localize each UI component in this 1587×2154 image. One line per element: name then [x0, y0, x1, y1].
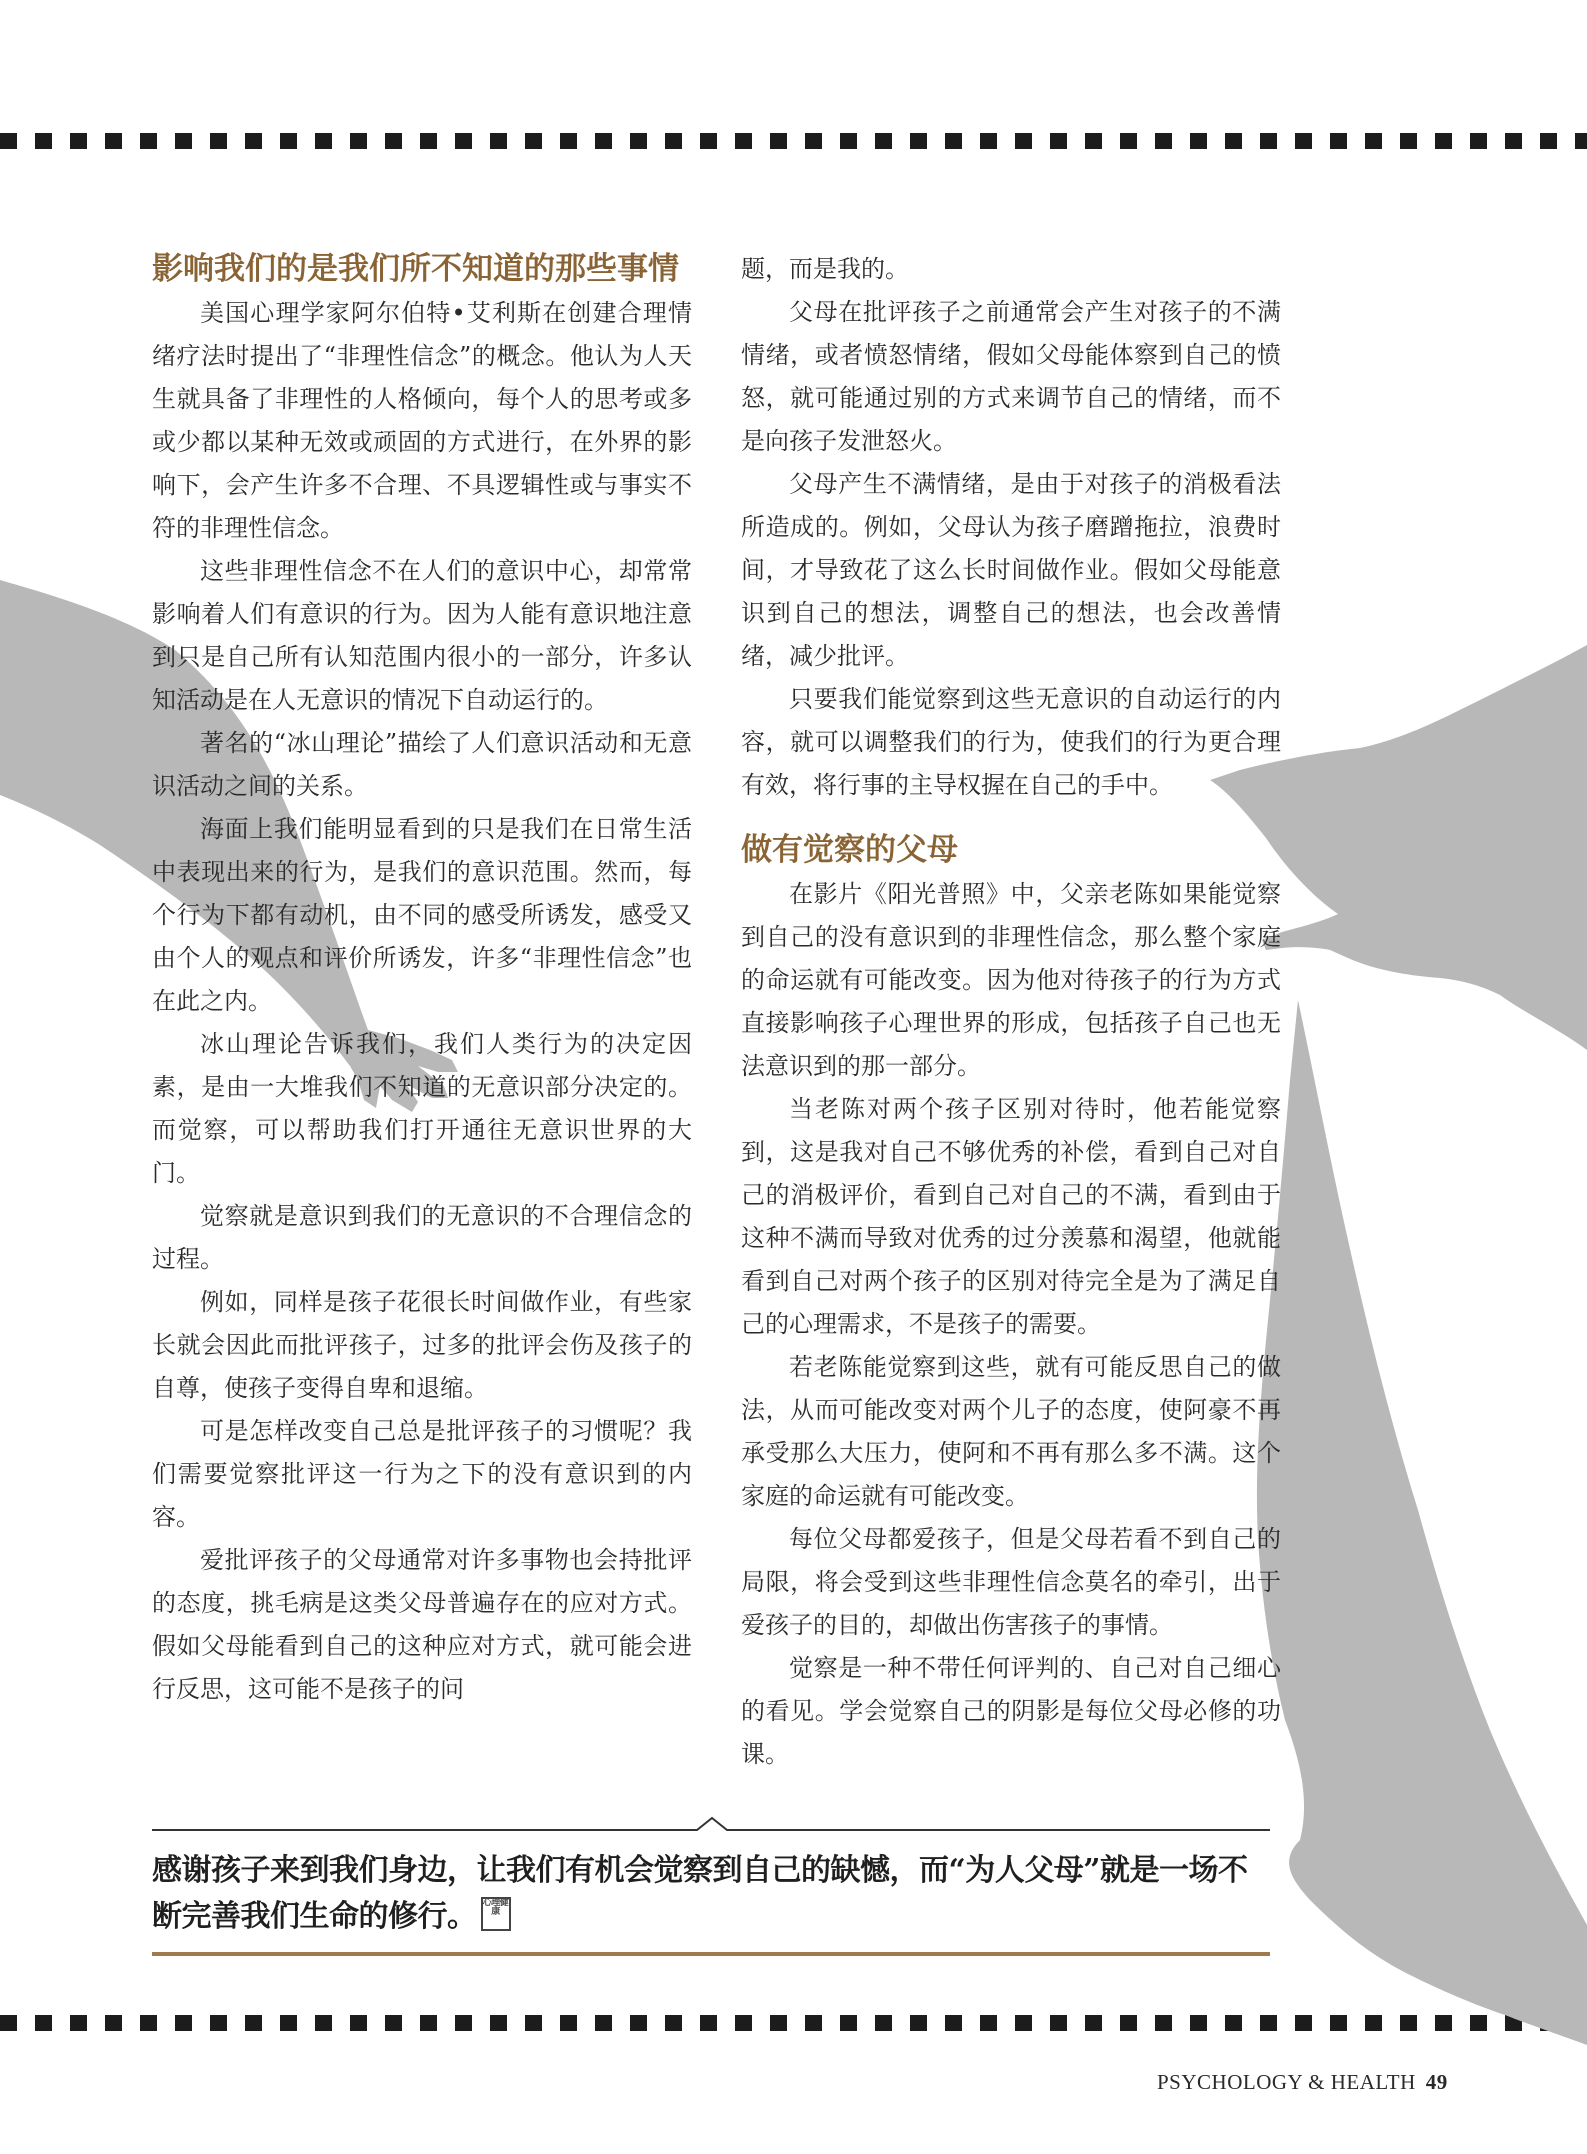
left-section-heading: 影响我们的是我们所不知道的那些事情: [152, 251, 679, 287]
paragraph: 冰山理论告诉我们，我们人类行为的决定因素，是由一大堆我们不知道的无意识部分决定的。而觉察，可以帮助我们打开通往无意识世界的大门。: [152, 1030, 692, 1187]
paragraph: 可是怎样改变自己总是批评孩子的习惯呢？我们需要觉察批评这一行为之下的没有意识到的内容。: [152, 1417, 692, 1531]
paragraph: 爱批评孩子的父母通常对许多事物也会持批评的态度，挑毛病是这类父母普遍存在的应对方式。假如父母能看到自己的这种应对方式，就可能会进行反思，这可能不是孩子的问: [152, 1546, 692, 1703]
paragraph: 在影片《阳光普照》中，父亲老陈如果能觉察到自己的没有意识到的非理性信念，那么整个家庭的命运就有可能改变。因为他对待孩子的行为方式直接影响孩子心理世界的形成，包括孩子自己也无法意识到的那一部分。: [741, 880, 1281, 1080]
paragraph: 觉察就是意识到我们的无意识的不合理信念的过程。: [152, 1202, 692, 1273]
quote-top-rule: [152, 1816, 1270, 1842]
paragraph: 例如，同样是孩子花很长时间做作业，有些家长就会因此而批评孩子，过多的批评会伤及孩子的自尊，使孩子变得自卑和退缩。: [152, 1288, 692, 1402]
paragraph: 著名的“冰山理论”描绘了人们意识活动和无意识活动之间的关系。: [152, 729, 692, 800]
paragraph: 若老陈能觉察到这些，就有可能反思自己的做法，从而可能改变对两个儿子的态度，使阿豪不再承受那么大压力，使阿和不再有那么多不满。这个家庭的命运就有可能改变。: [741, 1353, 1281, 1510]
paragraph: 父母在批评孩子之前通常会产生对孩子的不满情绪，或者愤怒情绪，假如父母能体察到自己的愤怒，就可能通过别的方式来调节自己的情绪，而不是向孩子发泄怒火。: [741, 298, 1281, 455]
paragraph: 当老陈对两个孩子区别对待时，他若能觉察到，这是我对自己不够优秀的补偿，看到自己对自己的消极评价，看到自己对自己的不满，看到由于这种不满而导致对优秀的过分羡慕和渴望，他就能看到自己对两个孩子的区别对待完全是为了满足自己的心理需求，不是孩子的需要。: [741, 1095, 1281, 1338]
quote-bottom-rule: [152, 1952, 1270, 1956]
pull-quote: [152, 1818, 1270, 1956]
quote-text-block: [152, 1848, 1270, 1940]
paragraph: 每位父母都爱孩子，但是父母若看不到自己的局限，将会受到这些非理性信念莫名的牵引，出于爱孩子的目的，却做出伤害孩子的事情。: [741, 1525, 1281, 1639]
paragraph: 海面上我们能明显看到的只是我们在日常生活中表现出来的行为，是我们的意识范围。然而，每个行为下都有动机，由不同的感受所诱发，感受又由个人的观点和评价所诱发，许多“非理性信念”也在此之内。: [152, 815, 692, 1015]
paragraph-continuation: 题，而是我的。: [741, 255, 909, 283]
magazine-name: PSYCHOLOGY & HEALTH: [1157, 2070, 1416, 2094]
quote-text: 感谢孩子来到我们身边，让我们有机会觉察到自己的缺憾，而“为人父母”就是一场不断完善我们生命的修行。: [152, 1853, 1248, 1934]
right-column: [741, 248, 1281, 1776]
paragraph: 美国心理学家阿尔伯特•艾利斯在创建合理情绪疗法时提出了“非理性信念”的概念。他认为人天生就具备了非理性的人格倾向，每个人的思考或多或少都以某种无效或顽固的方式进行，在外界的影响下，会产生许多不合理、不具逻辑性或与事实不符的非理性信念。: [152, 299, 692, 542]
page-number: 49: [1425, 2070, 1448, 2094]
paragraph: 这些非理性信念不在人们的意识中心，却常常影响着人们有意识的行为。因为人能有意识地注意到只是自己所有认知范围内很小的一部分，许多认知活动是在人无意识的情况下自动运行的。: [152, 557, 692, 714]
dress-silhouette: [1257, 1000, 1587, 2045]
paragraph: 父母产生不满情绪，是由于对孩子的消极看法所造成的。例如，父母认为孩子磨蹭拖拉，浪费时间，才导致花了这么长时间做作业。假如父母能意识到自己的想法，调整自己的想法，也会改善情绪，减少批评。: [741, 470, 1281, 670]
seal-stamp-icon: 心理健康: [481, 1897, 511, 1931]
paragraph: 只要我们能觉察到这些无意识的自动运行的内容，就可以调整我们的行为，使我们的行为更合理有效，将行事的主导权握在自己的手中。: [741, 685, 1281, 799]
left-column: [152, 248, 692, 1711]
right-section-heading: 做有觉察的父母: [741, 832, 958, 868]
paragraph: 觉察是一种不带任何评判的、自己对自己细心的看见。学会觉察自己的阴影是每位父母必修的功课。: [741, 1654, 1281, 1768]
page-footer: [1157, 2070, 1487, 2095]
